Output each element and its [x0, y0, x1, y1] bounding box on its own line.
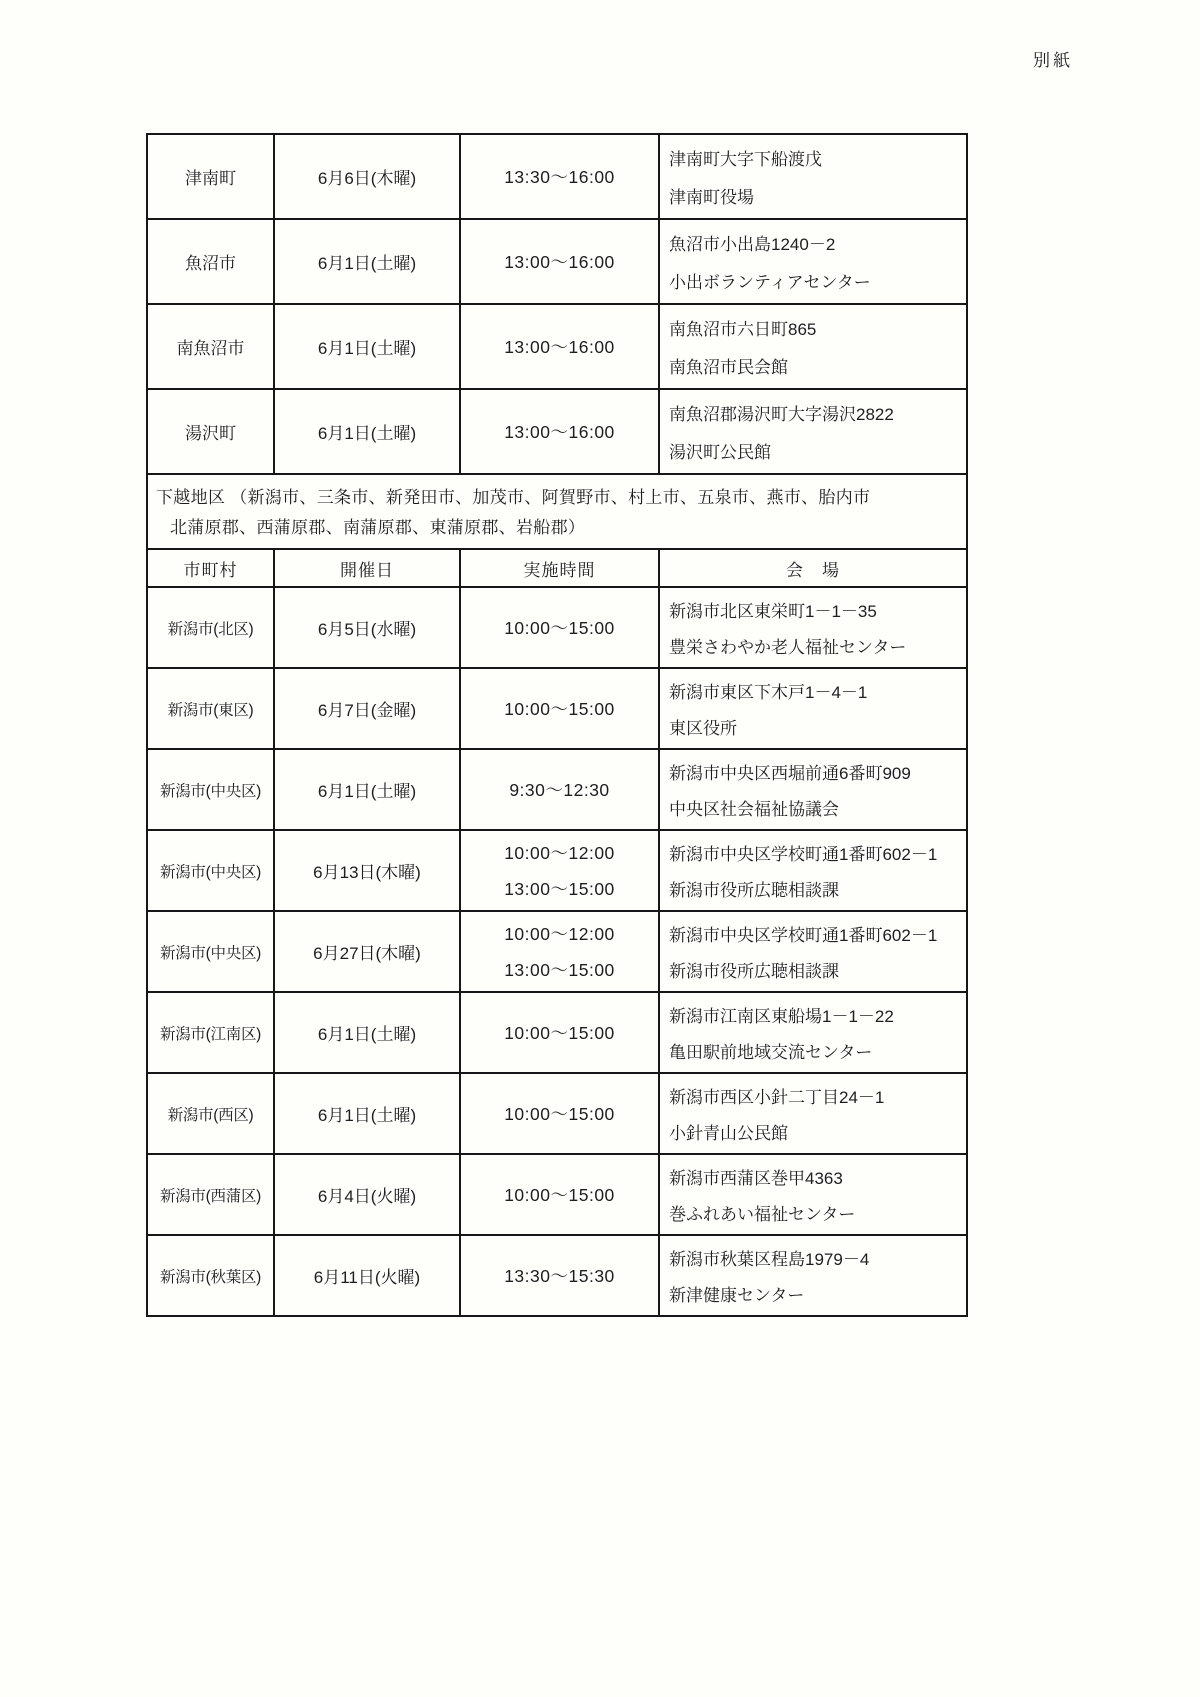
venue-name: 南魚沼市民会館 [669, 357, 788, 377]
date-cell: 6月7日(金曜) [317, 701, 417, 720]
venue-address: 津南町大字下船渡戊 [669, 150, 822, 170]
venue-name: 中央区社会福祉協議会 [669, 799, 839, 819]
venue-name: 亀田駅前地域交流センター [669, 1042, 873, 1062]
venue-address: 新潟市中央区西堀前通6番町909 [669, 764, 911, 784]
date-cell: 6月4日(火曜) [317, 1187, 417, 1206]
venue-name: 新潟市役所広聴相談課 [669, 961, 839, 981]
venue-name: 新津健康センター [669, 1285, 805, 1305]
date-cell: 6月6日(木曜) [317, 169, 417, 188]
time-slot: 10:00〜15:00 [504, 1104, 615, 1124]
table-row [147, 1073, 967, 1154]
venue-address: 新潟市北区東栄町1－1－35 [669, 602, 877, 622]
section-header-line2: 北蒲原郡、西蒲原郡、南蒲原郡、東蒲原郡、岩船郡） [170, 517, 586, 537]
time-slot: 10:00〜12:00 [504, 843, 615, 864]
municipality-cell: 新潟市(北区) [167, 620, 254, 638]
venue-name: 新潟市役所広聴相談課 [669, 880, 839, 900]
venue-address: 南魚沼市六日町865 [669, 320, 817, 340]
venue-name: 湯沢町公民館 [669, 442, 771, 462]
venue-address: 新潟市秋葉区程島1979－4 [669, 1250, 870, 1270]
date-cell: 6月1日(土曜) [317, 1025, 417, 1044]
municipality-cell: 津南町 [185, 169, 236, 188]
venue-address: 新潟市東区下木戸1－4－1 [669, 683, 868, 703]
time-slot: 13:00〜15:00 [504, 878, 615, 899]
table-row [147, 587, 967, 668]
venue-name: 小出ボランティアセンター [669, 272, 871, 292]
venue-address: 新潟市中央区学校町通1番町602－1 [669, 926, 938, 946]
date-cell: 6月1日(土曜) [317, 782, 417, 801]
venue-address: 新潟市西区小針二丁目24－1 [669, 1088, 885, 1108]
municipality-cell: 湯沢町 [185, 424, 236, 443]
date-cell: 6月1日(土曜) [317, 254, 417, 273]
municipality-cell: 新潟市(西区) [167, 1106, 254, 1124]
municipality-cell: 南魚沼市 [176, 339, 245, 358]
date-cell: 6月27日(木曜) [313, 944, 421, 963]
municipality-cell: 新潟市(西蒲区) [160, 1187, 261, 1205]
time-slot: 10:00〜12:00 [504, 924, 615, 945]
date-cell: 6月1日(土曜) [317, 339, 417, 358]
column-header-time: 実施時間 [523, 560, 596, 580]
municipality-cell: 魚沼市 [185, 254, 236, 273]
table-row [147, 1235, 967, 1316]
section-header-line1: 下越地区 （新潟市、三条市、新発田市、加茂市、阿賀野市、村上市、五泉市、燕市、胎内市 [156, 488, 871, 508]
time-slot: 9:30〜12:30 [509, 780, 610, 800]
time-slot: 10:00〜15:00 [504, 1185, 615, 1205]
municipality-cell: 新潟市(秋葉区) [160, 1268, 261, 1286]
date-cell: 6月5日(水曜) [317, 620, 417, 639]
table-row [147, 911, 967, 992]
time-slot: 13:00〜16:00 [504, 337, 615, 357]
schedule-table [146, 133, 968, 1317]
venue-name: 豊栄さわやか老人福祉センター [669, 637, 907, 657]
date-cell: 6月11日(火曜) [313, 1268, 421, 1287]
table-row [147, 749, 967, 830]
time-slot: 13:30〜15:30 [504, 1266, 615, 1286]
time-slot: 13:00〜16:00 [504, 422, 615, 442]
table-row [147, 992, 967, 1073]
date-cell: 6月1日(土曜) [317, 1106, 417, 1125]
time-slot: 13:00〜16:00 [504, 252, 615, 272]
venue-address: 南魚沼郡湯沢町大字湯沢2822 [669, 405, 894, 425]
time-slot: 13:30〜16:00 [504, 167, 615, 187]
municipality-cell: 新潟市(中央区) [160, 863, 261, 881]
time-slot: 10:00〜15:00 [504, 618, 615, 638]
date-cell: 6月13日(木曜) [313, 863, 421, 882]
table-row [147, 389, 967, 474]
section-header-row [147, 474, 967, 549]
venue-address: 新潟市江南区東船場1－1－22 [669, 1007, 894, 1027]
table-row [147, 830, 967, 911]
municipality-cell: 新潟市(中央区) [160, 944, 261, 962]
column-header-venue: 会 場 [786, 560, 840, 580]
venue-name: 巻ふれあい福祉センター [669, 1204, 856, 1224]
venue-address: 魚沼市小出島1240－2 [669, 235, 836, 255]
venue-name: 小針青山公民館 [669, 1123, 788, 1143]
column-header-row [147, 549, 967, 587]
venue-name: 津南町役場 [669, 187, 754, 207]
venue-name: 東区役所 [669, 718, 737, 738]
venue-address: 新潟市西蒲区巻甲4363 [669, 1169, 843, 1189]
table-row [147, 668, 967, 749]
corner-label: 別紙 [1033, 51, 1073, 70]
table-row [147, 219, 967, 304]
table-row [147, 1154, 967, 1235]
time-slot: 13:00〜15:00 [504, 959, 615, 980]
time-slot: 10:00〜15:00 [504, 699, 615, 719]
municipality-cell: 新潟市(江南区) [160, 1025, 261, 1043]
municipality-cell: 新潟市(中央区) [160, 782, 261, 800]
time-slot: 10:00〜15:00 [504, 1023, 615, 1043]
table-row [147, 304, 967, 389]
column-header-date: 開催日 [340, 560, 394, 580]
date-cell: 6月1日(土曜) [317, 424, 417, 443]
column-header-municipality: 市町村 [183, 560, 238, 580]
venue-address: 新潟市中央区学校町通1番町602－1 [669, 845, 938, 865]
municipality-cell: 新潟市(東区) [167, 701, 254, 719]
table-row [147, 134, 967, 219]
